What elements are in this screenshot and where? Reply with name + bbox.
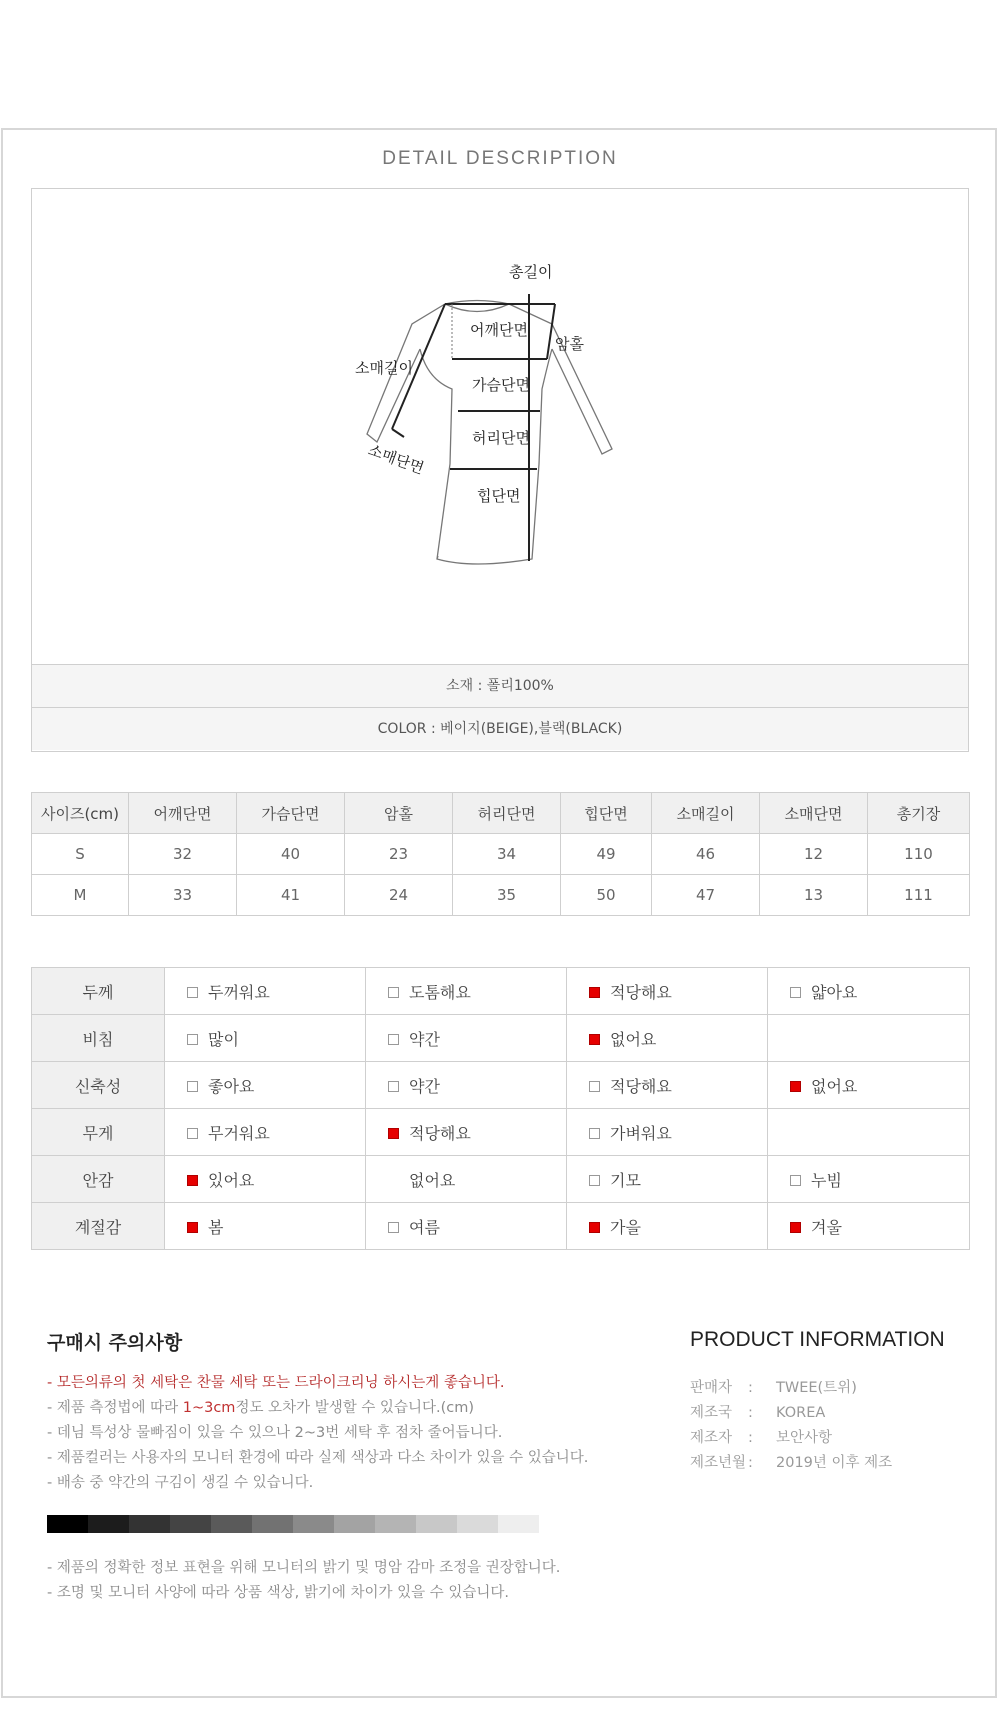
feel-option-label: 좋아요 xyxy=(208,1076,255,1096)
table-cell: 24 xyxy=(345,875,453,916)
feel-option-label: 도톰해요 xyxy=(409,982,471,1002)
table-cell: 110 xyxy=(868,834,970,875)
feel-option xyxy=(768,1062,970,1109)
header-cell: 소매길이 xyxy=(652,793,760,834)
feel-option-label: 많이 xyxy=(208,1029,239,1049)
checked-checkbox-icon xyxy=(589,1034,600,1045)
label-hip: 힙단면 xyxy=(477,487,521,505)
gray-swatch xyxy=(334,1515,375,1533)
table-cell: 47 xyxy=(652,875,760,916)
gray-swatch xyxy=(47,1515,88,1533)
notice-line xyxy=(47,1396,588,1421)
gray-swatch xyxy=(293,1515,334,1533)
header-cell: 어깨단면 xyxy=(129,793,237,834)
product-info-key: 제조자 xyxy=(690,1430,733,1446)
feel-option xyxy=(768,968,970,1015)
feel-row xyxy=(32,1015,970,1062)
feel-option-label: 누빔 xyxy=(811,1170,842,1190)
color-row: COLOR : 베이지(BEIGE),블랙(BLACK) xyxy=(32,707,968,750)
feel-row xyxy=(32,968,970,1015)
feel-option-label: 두꺼워요 xyxy=(208,982,270,1002)
table-cell: 32 xyxy=(129,834,237,875)
unchecked-checkbox-icon xyxy=(388,1034,399,1045)
feel-category: 비침 xyxy=(32,1015,165,1062)
feel-row xyxy=(32,1109,970,1156)
feel-option-label: 적당해요 xyxy=(610,1076,672,1096)
table-cell: 12 xyxy=(760,834,868,875)
unchecked-checkbox-icon xyxy=(187,987,198,998)
header-cell: 사이즈(cm) xyxy=(32,793,129,834)
feel-option xyxy=(567,1015,768,1062)
feel-option-label: 기모 xyxy=(610,1170,641,1190)
feel-option-label: 가벼워요 xyxy=(610,1123,672,1143)
feel-option xyxy=(768,1203,970,1250)
checked-checkbox-icon xyxy=(790,1222,801,1233)
notice-line: - 조명 및 모니터 사양에 따라 상품 색상, 밝기에 차이가 있을 수 있습니다. xyxy=(47,1585,509,1601)
feel-option xyxy=(165,1062,366,1109)
product-info-list xyxy=(690,1376,892,1476)
feel-option-label: 없어요 xyxy=(811,1076,858,1096)
gray-swatch xyxy=(211,1515,252,1533)
notice-text: - 제품 측정법에 따라 xyxy=(47,1400,183,1416)
gray-swatch xyxy=(252,1515,293,1533)
table-cell: 41 xyxy=(237,875,345,916)
notice-line: - 제품의 정확한 정보 표현을 위해 모니터의 밝기 및 명암 감마 조정을 권장합니다. xyxy=(47,1560,561,1576)
feel-option xyxy=(768,1156,970,1203)
gray-swatch xyxy=(375,1515,416,1533)
header-cell: 소매단면 xyxy=(760,793,868,834)
table-row xyxy=(32,875,970,916)
table-cell: 35 xyxy=(453,875,561,916)
feel-row xyxy=(32,1203,970,1250)
checked-checkbox-icon xyxy=(388,1128,399,1139)
table-cell: S xyxy=(32,834,129,875)
product-info-item xyxy=(690,1376,892,1401)
label-chest: 가슴단면 xyxy=(472,376,530,394)
table-cell: 111 xyxy=(868,875,970,916)
feel-option xyxy=(768,1015,970,1062)
product-info-item xyxy=(690,1401,892,1426)
label-armhole: 암홀 xyxy=(555,335,584,353)
feel-option xyxy=(165,1015,366,1062)
feel-option xyxy=(366,1156,567,1203)
table-cell: 49 xyxy=(561,834,652,875)
feel-category: 안감 xyxy=(32,1156,165,1203)
unchecked-checkbox-icon xyxy=(589,1175,600,1186)
product-info-colon: : xyxy=(748,1455,753,1471)
feel-option-label: 약간 xyxy=(409,1029,440,1049)
feel-option-label: 약간 xyxy=(409,1076,440,1096)
table-cell: 13 xyxy=(760,875,868,916)
table-cell: 23 xyxy=(345,834,453,875)
unchecked-checkbox-icon xyxy=(388,1081,399,1092)
feel-option-label: 있어요 xyxy=(208,1170,255,1190)
feel-option xyxy=(768,1109,970,1156)
gray-swatch xyxy=(457,1515,498,1533)
size-table xyxy=(31,792,970,916)
notice-line: - 제품컬러는 사용자의 모니터 환경에 따라 실제 색상과 다소 차이가 있을 수 있습니다. xyxy=(47,1450,589,1466)
header-cell: 가슴단면 xyxy=(237,793,345,834)
notice-line: - 배송 중 약간의 구김이 생길 수 있습니다. xyxy=(47,1475,314,1491)
feel-option xyxy=(366,968,567,1015)
fabric-characteristics-table xyxy=(31,967,970,1250)
table-cell: M xyxy=(32,875,129,916)
product-info-colon: : xyxy=(748,1430,753,1446)
table-row xyxy=(32,834,970,875)
feel-option xyxy=(366,1109,567,1156)
monitor-notice xyxy=(47,1556,560,1606)
gray-swatch xyxy=(88,1515,129,1533)
notice-title: 구매시 주의사항 xyxy=(47,1332,183,1354)
notice-line: - 모든의류의 첫 세탁은 찬물 세탁 또는 드라이크리닝 하시는게 좋습니다. xyxy=(47,1375,505,1391)
product-info-value: 보안사항 xyxy=(776,1430,833,1446)
feel-row xyxy=(32,1156,970,1203)
unchecked-checkbox-icon xyxy=(187,1128,198,1139)
label-shoulder: 어깨단면 xyxy=(470,321,528,339)
product-info-value: TWEE(트위) xyxy=(776,1380,857,1396)
gray-swatch xyxy=(170,1515,211,1533)
header-cell: 허리단면 xyxy=(453,793,561,834)
feel-option xyxy=(366,1015,567,1062)
header-cell: 힙단면 xyxy=(561,793,652,834)
description-box xyxy=(31,188,969,752)
feel-option-label: 없어요 xyxy=(409,1170,456,1190)
gray-scale-bar xyxy=(47,1515,539,1533)
table-cell: 46 xyxy=(652,834,760,875)
material-row: 소재 : 폴리100% xyxy=(32,664,968,707)
unchecked-checkbox-icon xyxy=(187,1081,198,1092)
feel-option xyxy=(366,1062,567,1109)
product-info-key: 판매자 xyxy=(690,1380,733,1396)
checked-checkbox-icon xyxy=(589,1222,600,1233)
product-info-key: 제조국 xyxy=(690,1405,733,1421)
checked-checkbox-icon xyxy=(187,1175,198,1186)
unchecked-checkbox-icon xyxy=(589,1128,600,1139)
feel-option xyxy=(165,1203,366,1250)
label-waist: 허리단면 xyxy=(472,429,530,447)
feel-option-label: 적당해요 xyxy=(610,982,672,1002)
feel-category: 계절감 xyxy=(32,1203,165,1250)
feel-option xyxy=(165,1109,366,1156)
unchecked-checkbox-icon xyxy=(790,1175,801,1186)
product-info-colon: : xyxy=(748,1380,753,1396)
label-total-length: 총길이 xyxy=(509,263,553,281)
garment-measurement-diagram xyxy=(32,189,968,664)
product-info-value: 2019년 이후 제조 xyxy=(776,1455,893,1471)
feel-option xyxy=(567,1156,768,1203)
unchecked-checkbox-icon xyxy=(790,987,801,998)
size-table-header xyxy=(32,793,970,834)
notice-text: 정도 오차가 발생할 수 있습니다.(cm) xyxy=(235,1400,474,1416)
feel-option-label: 적당해요 xyxy=(409,1123,471,1143)
feel-option xyxy=(567,968,768,1015)
feel-option-label: 얇아요 xyxy=(811,982,858,1002)
unchecked-checkbox-icon xyxy=(589,1081,600,1092)
unchecked-checkbox-icon xyxy=(388,1222,399,1233)
header-cell: 총기장 xyxy=(868,793,970,834)
feel-row xyxy=(32,1062,970,1109)
table-cell: 34 xyxy=(453,834,561,875)
feel-option-label: 무거워요 xyxy=(208,1123,270,1143)
unchecked-checkbox-icon xyxy=(187,1034,198,1045)
feel-option-label: 가을 xyxy=(610,1217,641,1237)
gray-swatch xyxy=(498,1515,539,1533)
product-info-value: KOREA xyxy=(776,1405,826,1421)
label-sleeve-length: 소매길이 xyxy=(355,359,413,377)
product-info-key: 제조년월 xyxy=(690,1455,747,1471)
gray-swatch xyxy=(129,1515,170,1533)
product-info-item xyxy=(690,1426,892,1451)
product-info-title: PRODUCT INFORMATION xyxy=(690,1328,945,1351)
feel-category: 두께 xyxy=(32,968,165,1015)
checked-checkbox-icon xyxy=(589,987,600,998)
gray-swatch xyxy=(416,1515,457,1533)
feel-category: 신축성 xyxy=(32,1062,165,1109)
table-cell: 50 xyxy=(561,875,652,916)
feel-category: 무게 xyxy=(32,1109,165,1156)
product-info-item xyxy=(690,1451,892,1476)
feel-option xyxy=(567,1109,768,1156)
feel-option-label: 겨울 xyxy=(811,1217,842,1237)
header-cell: 암홀 xyxy=(345,793,453,834)
feel-option xyxy=(567,1203,768,1250)
table-cell: 33 xyxy=(129,875,237,916)
feel-option-label: 여름 xyxy=(409,1217,440,1237)
feel-option xyxy=(165,1156,366,1203)
product-info-colon: : xyxy=(748,1405,753,1421)
feel-option xyxy=(165,968,366,1015)
label-cuff: 소매단면 xyxy=(365,440,427,478)
feel-option-label: 봄 xyxy=(208,1217,224,1237)
notice-list xyxy=(47,1371,588,1496)
feel-option xyxy=(366,1203,567,1250)
feel-option-label: 없어요 xyxy=(610,1029,657,1049)
notice-line: - 데님 특성상 물빠짐이 있을 수 있으나 2~3번 세탁 후 점차 줄어듭니다. xyxy=(47,1425,503,1441)
notice-highlight: 1~3cm xyxy=(182,1400,236,1416)
section-title: DETAIL DESCRIPTION xyxy=(382,148,618,169)
feel-option xyxy=(567,1062,768,1109)
unchecked-checkbox-icon xyxy=(388,987,399,998)
checked-checkbox-icon xyxy=(187,1222,198,1233)
table-cell: 40 xyxy=(237,834,345,875)
checked-checkbox-icon xyxy=(790,1081,801,1092)
